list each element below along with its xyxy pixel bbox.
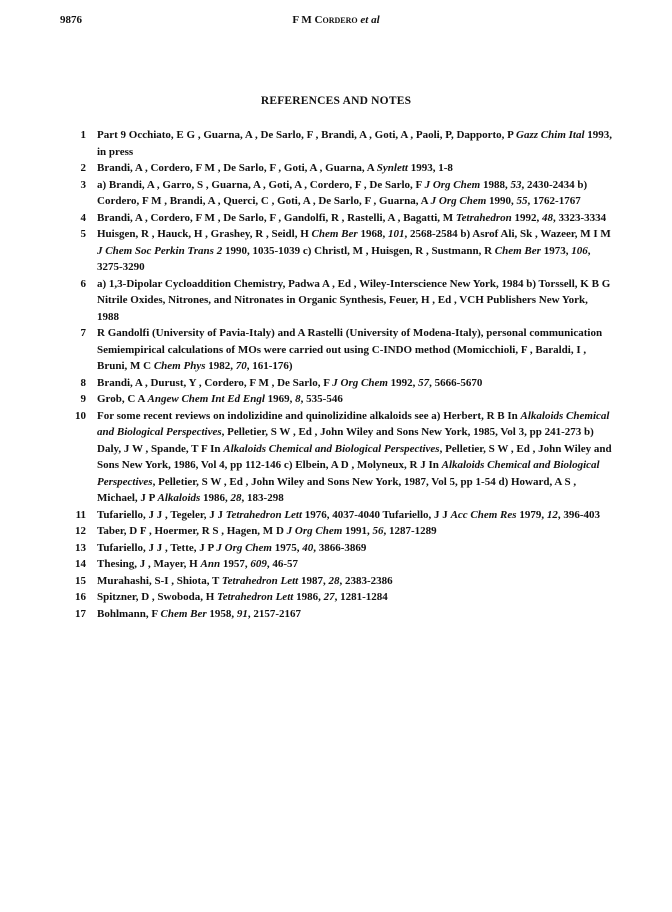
reference-text: Grob, C A Angew Chem Int Ed Engl 1969, 8, 535-546 bbox=[97, 393, 343, 405]
reference-number: 8 bbox=[80, 376, 86, 389]
reference-number: 11 bbox=[75, 508, 86, 521]
reference-text: Huisgen, R , Hauck, H , Grashey, R , Seidl, H Chem Ber 1968, 101, 2568-2584 b) Asrof Ali, Sk , Wazeer, M I M J Chem Soc Perkin Trans 2 1990, 1035-1039 c) Christl, M , Huisgen, R , Sustmann, R Chem Ber 1973, 106, 3275-3290 bbox=[97, 228, 611, 273]
reference-text: Brandi, A , Cordero, F M , De Sarlo, F , Gandolfi, R , Rastelli, A , Bagatti, M Tetrahedron 1992, 48, 3323-3334 bbox=[97, 211, 607, 224]
reference-text: For some recent reviews on indolizidine and quinolizidine alkaloids see a) Herbert, R B In Alkaloids Chemical and Biological Perspectives, Pelletier, S W , Ed , John Wiley and Sons New York, 1985, Vol 3, pp 241-273 b) Daly, J W , Spande, T F In Alkaloids Chemical and Biological Perspectives, Pelletier, S W , Ed , John Wiley and Sons New York, 1986, Vol 4, pp 112-146 c) Elbein, A D , Molyneux, R J In Alkaloids Chemical and Biological Perspectives, Pelletier, S W , Ed , John Wiley and Sons New York, 1987, Vol 5, pp 1-54 d) Howard, A S , Michael, J P Alkaloids 1986, 28, 183-298 bbox=[97, 409, 612, 504]
running-head bbox=[60, 14, 612, 26]
page-number: 9876 bbox=[60, 14, 82, 26]
reference-item bbox=[70, 375, 612, 392]
reference-number: 2 bbox=[80, 162, 86, 174]
reference-text: Taber, D F , Hoermer, R S , Hagen, M D J Org Chem 1991, 56, 1287-1289 bbox=[97, 525, 437, 537]
reference-item bbox=[70, 160, 612, 177]
reference-text: a) 1,3-Dipolar Cycloaddition Chemistry, Padwa A , Ed , Wiley-Interscience New York, 1984 b) Torssell, K B G Nitrile Oxides, Nitrones, and Nitronates in Organic Synthesis, Feuer, H , Ed , VCH Publishers New York, 1988 bbox=[97, 277, 611, 323]
running-head-author: F M Cordero bbox=[292, 14, 358, 26]
reference-text: a) Brandi, A , Garro, S , Guarna, A , Goti, A , Cordero, F , De Sarlo, F J Org Chem 1988, 53, 2430-2434 b) Cordero, F M , Brandi, A , Querci, C , Goti, A , De Sarlo, F , Guarna, A J Org Chem 1990, 55, 1762-1767 bbox=[97, 178, 588, 207]
reference-item bbox=[70, 589, 612, 606]
reference-item bbox=[70, 408, 612, 507]
reference-text: Tufariello, J J , Tette, J P J Org Chem 1975, 40, 3866-3869 bbox=[97, 541, 367, 554]
reference-item bbox=[70, 556, 612, 573]
reference-number: 1 bbox=[80, 129, 86, 141]
reference-item bbox=[70, 210, 612, 227]
reference-number: 6 bbox=[80, 277, 86, 290]
reference-text: Part 9 Occhiato, E G , Guarna, A , De Sarlo, F , Brandi, A , Goti, A , Paoli, P, Dapporto, P Gazz Chim Ital 1993, in press bbox=[97, 129, 613, 158]
reference-item bbox=[70, 540, 612, 557]
reference-number: 17 bbox=[75, 607, 86, 620]
reference-number: 12 bbox=[75, 525, 86, 537]
reference-item bbox=[70, 276, 612, 326]
reference-item bbox=[70, 391, 612, 408]
reference-number: 10 bbox=[75, 409, 86, 422]
reference-item bbox=[70, 523, 612, 540]
reference-number: 9 bbox=[80, 393, 86, 405]
reference-number: 14 bbox=[75, 558, 86, 570]
reference-text: Murahashi, S-I , Shiota, T Tetrahedron Lett 1987, 28, 2383-2386 bbox=[97, 574, 393, 587]
reference-number: 16 bbox=[75, 591, 86, 603]
section-title: REFERENCES AND NOTES bbox=[260, 95, 412, 107]
reference-number: 4 bbox=[80, 211, 86, 224]
reference-number: 7 bbox=[80, 327, 86, 339]
reference-item bbox=[70, 507, 612, 524]
reference-item bbox=[70, 325, 612, 375]
reference-item bbox=[70, 127, 612, 160]
reference-number: 3 bbox=[80, 178, 86, 191]
reference-number: 13 bbox=[75, 541, 86, 554]
reference-text: Spitzner, D , Swoboda, H Tetrahedron Lett 1986, 27, 1281-1284 bbox=[97, 591, 388, 603]
reference-number: 5 bbox=[80, 228, 86, 240]
running-head-etal: et al bbox=[357, 14, 380, 26]
reference-item bbox=[70, 226, 612, 276]
reference-item bbox=[70, 177, 612, 210]
reference-number: 15 bbox=[75, 574, 86, 587]
reference-list bbox=[70, 127, 612, 622]
reference-item bbox=[70, 573, 612, 590]
reference-text: Tufariello, J J , Tegeler, J J Tetrahedron Lett 1976, 4037-4040 Tufariello, J J Acc Chem Res 1979, 12, 396-403 bbox=[97, 508, 600, 521]
reference-text: Bohlmann, F Chem Ber 1958, 91, 2157-2167 bbox=[97, 607, 302, 620]
reference-text: R Gandolfi (University of Pavia-Italy) and A Rastelli (University of Modena-Italy), personal communication Semiempirical calculations of MOs were carried out using C-INDO method (Momicchioli, F , Baraldi, I , Bruni, M C Chem Phys 1982, 70, 161-176) bbox=[97, 327, 603, 372]
reference-item bbox=[70, 606, 612, 623]
reference-text: Thesing, J , Mayer, H Ann 1957, 609, 46-57 bbox=[97, 558, 298, 570]
page-header bbox=[60, 14, 612, 32]
reference-text: Brandi, A , Durust, Y , Cordero, F M , De Sarlo, F J Org Chem 1992, 57, 5666-5670 bbox=[97, 376, 483, 389]
reference-text: Brandi, A , Cordero, F M , De Sarlo, F , Goti, A , Guarna, A Synlett 1993, 1-8 bbox=[97, 162, 453, 174]
